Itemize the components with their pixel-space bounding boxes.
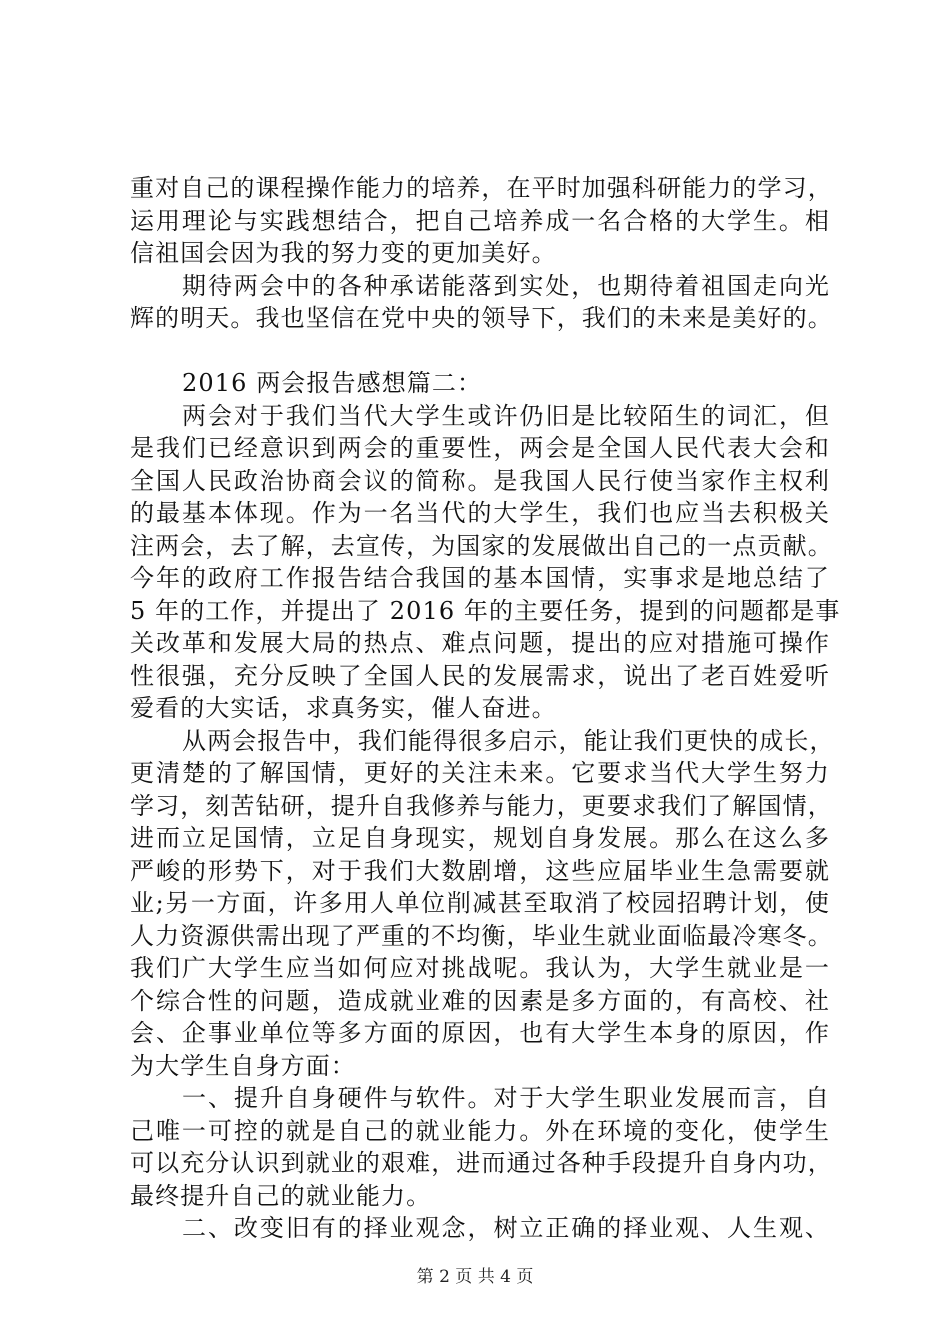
text-line: 辉的明天。我也坚信在党中央的领导下，我们的未来是美好的。	[130, 304, 833, 332]
text-line: 关改革和发展大局的热点、难点问题，提出的应对措施可操作	[130, 629, 830, 657]
paragraph-5	[130, 1082, 833, 1212]
text-line: 进而立足国情，立足自身现实，规划自身发展。那么在这么多	[130, 824, 830, 852]
body-text	[130, 172, 841, 1245]
text-line: 爱看的大实话，求真务实，催人奋进。	[130, 694, 557, 722]
text-line: 为大学生自身方面：	[130, 1051, 356, 1080]
text-line: 重对自己的课程操作能力的培养，在平时加强科研能力的学习，	[130, 174, 833, 202]
text-line: 一、提升自身硬件与软件。对于大学生职业发展而言，自	[182, 1084, 830, 1112]
text-line: 严峻的形势下，对于我们大数剧增，这些应届毕业生急需要就	[130, 856, 830, 885]
text-line: 期待两会中的各种承诺能落到实处，也期待着祖国走向光	[182, 271, 830, 300]
text-line: 今年的政府工作报告结合我国的基本国情，实事求是地总结了	[130, 564, 830, 592]
paragraph-4	[130, 725, 835, 1083]
text-line: 更清楚的了解国情，更好的关注未来。它要求当代大学生努力	[130, 759, 830, 787]
paragraph-gap	[130, 335, 830, 368]
page-number-footer: 第 2 页 共 4 页	[416, 1267, 534, 1287]
paragraph-3	[130, 400, 841, 725]
text-line: 学习，刻苦钻研，提升自我修养与能力，更要求我们了解国情，	[130, 791, 833, 820]
text-line: 从两会报告中，我们能得很多启示，能让我们更快的成长，	[182, 726, 835, 755]
text-line: 个综合性的问题，造成就业难的因素是多方面的，有高校、社	[130, 986, 830, 1015]
text-line: 我们广大学生应当如何应对挑战呢。我认为，大学生就业是一	[130, 954, 830, 982]
text-line: 可以充分认识到就业的艰难，进而通过各种手段提升自身内功，	[130, 1149, 833, 1177]
text-line: 性很强，充分反映了全国人民的发展需求，说出了老百姓爱听	[130, 661, 830, 690]
text-line: 二、改变旧有的择业观念，树立正确的择业观、人生观、	[182, 1214, 830, 1242]
paragraph-2	[130, 270, 833, 335]
text-line: 己唯一可控的就是自己的就业能力。外在环境的变化，使学生	[130, 1116, 830, 1145]
text-line: 的最基本体现。作为一名当代的大学生，我们也应当去积极关	[130, 499, 830, 527]
text-line: 运用理论与实践想结合，把自己培养成一名合格的大学生。相	[130, 206, 830, 235]
text-line: 会、企事业单位等多方面的原因，也有大学生本身的原因，作	[130, 1019, 830, 1047]
section-heading: 2016 两会报告感想篇二：	[182, 369, 483, 397]
text-line: 人力资源供需出现了严重的不均衡，毕业生就业面临最冷寒冬。	[130, 921, 833, 950]
text-line: 业;另一方面，许多用人单位削减甚至取消了校园招聘计划，使	[130, 889, 830, 917]
text-line: 信祖国会因为我的努力变的更加美好。	[130, 239, 557, 267]
text-line: 注两会，去了解，去宣传，为国家的发展做出自己的一点贡献。	[130, 531, 833, 560]
text-line: 5 年的工作，并提出了 2016 年的主要任务，提到的问题都是事	[130, 596, 841, 625]
text-line: 最终提升自己的就业能力。	[130, 1181, 432, 1210]
paragraph-6	[130, 1212, 830, 1245]
paragraph-1	[130, 172, 833, 270]
text-line: 两会对于我们当代大学生或许仍旧是比较陌生的词汇，但	[182, 401, 830, 430]
text-line: 全国人民政治协商会议的简称。是我国人民行使当家作主权利	[130, 466, 830, 495]
text-line: 是我们已经意识到两会的重要性，两会是全国人民代表大会和	[130, 434, 830, 462]
